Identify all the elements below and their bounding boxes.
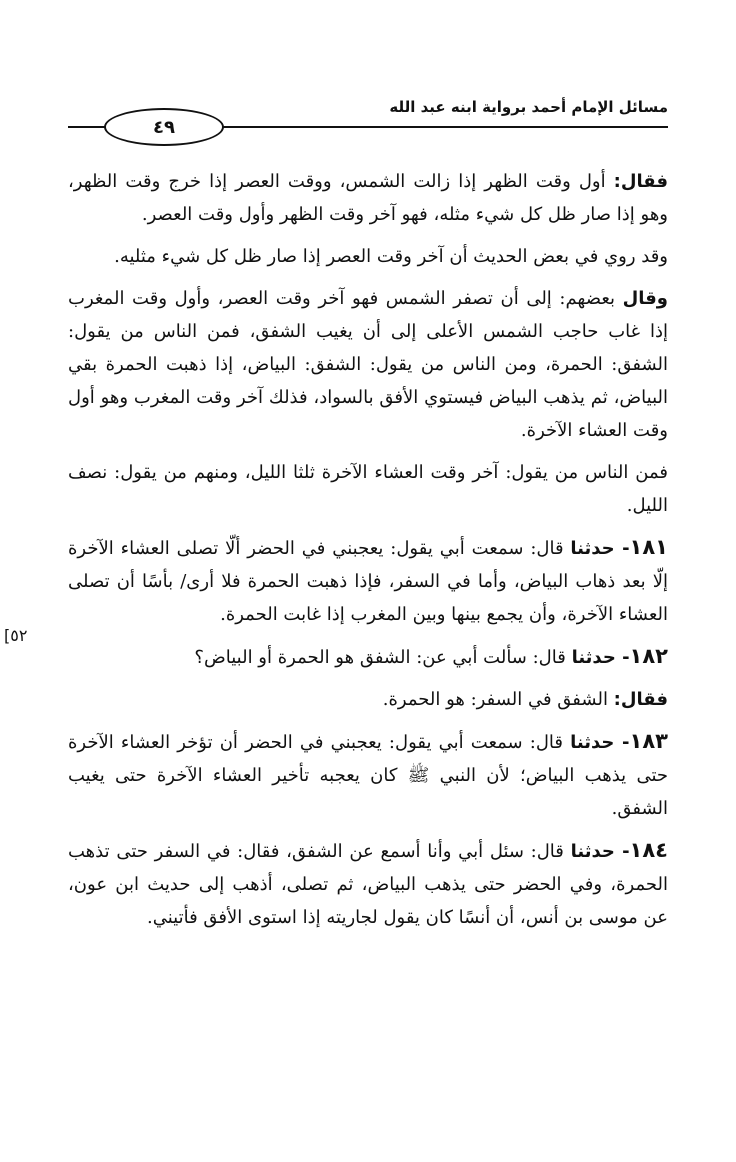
page-number: ٤٩: [104, 108, 224, 146]
hadith-183: [68, 725, 668, 825]
paragraph-text: قال: سمعت أبي يقول: يعجبني في الحضر أن تؤخر العشاء الآخرة حتى يذهب البياض؛ لأن النبي ﷺ كان يعجبه تأخير العشاء الآخرة حتى يغيب الشفق.: [68, 732, 668, 819]
paragraph-answer: [68, 683, 668, 716]
margin-note: ٥٢]: [4, 626, 28, 645]
paragraph-2: [68, 240, 668, 273]
hadith-182: [68, 640, 668, 674]
paragraph-text: قال: سألت أبي عن: الشفق هو الحمرة أو البياض؟: [194, 647, 572, 668]
paragraph-text: بعضهم: إلى أن تصفر الشمس فهو آخر وقت العصر، وأول وقت المغرب إذا غاب حاجب الشمس الأعلى إلى أن يغيب الشفق، فمن الناس من يقول: الشفق: الحمرة، ومن الناس من يقول: الشفق: البياض، إذا ذهبت الحمرة بقي البياض، ثم يذهب البياض فيستوي الأفق بالسواد، فذلك آخر وقت المغرب وهو أول وقت العشاء الآخرة.: [68, 288, 668, 441]
paragraph-lead: - حدثنا: [570, 841, 630, 862]
paragraph-3: [68, 282, 668, 447]
paragraph-lead: فقال:: [613, 689, 668, 710]
hadith-number: ١٨٣: [629, 729, 668, 753]
paragraph-text: فمن الناس من يقول: آخر وقت العشاء الآخرة ثلثا الليل، ومنهم من يقول: نصف الليل.: [68, 462, 668, 516]
paragraph-lead: - حدثنا: [570, 732, 630, 753]
paragraph-lead: وقال: [622, 288, 668, 309]
paragraph-text: الشفق في السفر: هو الحمرة.: [382, 689, 614, 710]
hadith-number: ١٨٢: [629, 644, 668, 668]
body-text: [68, 165, 668, 943]
paragraph-lead: فقال:: [613, 171, 668, 192]
paragraph-text: وقد روي في بعض الحديث أن آخر وقت العصر إذا صار ظل كل شيء مثليه.: [114, 246, 668, 267]
paragraph-lead: - حدثنا: [570, 538, 630, 559]
hadith-184: [68, 834, 668, 934]
hadith-181: [68, 531, 668, 631]
paragraph-1: [68, 165, 668, 231]
paragraph-text: أول وقت الظهر إذا زالت الشمس، ووقت العصر إذا خرج وقت الظهر، وهو إذا صار ظل كل شيء مثله، فهو آخر وقت الظهر وأول وقت العصر.: [68, 171, 668, 225]
paragraph-text: قال: سمعت أبي يقول: يعجبني في الحضر ألّا تصلى العشاء الآخرة إلّا بعد ذهاب البياض، وأما في السفر، فإذا ذهبت الحمرة فلا أرى/ بأسًا أن تصلى العشاء الآخرة، وأن يجمع بينها وبين المغرب إذا غابت الحمرة.: [68, 538, 668, 625]
paragraph-text: قال: سئل أبي وأنا أسمع عن الشفق، فقال: في السفر حتى تذهب الحمرة، وفي الحضر حتى يذهب البياض، ثم تصلى، أذهب إلى حديث ابن عون، عن موسى بن أنس، أن أنسًا كان يقول لجاريته إذا استوى الأفق فأتيني.: [68, 841, 668, 928]
hadith-number: ١٨٤: [629, 838, 668, 862]
hadith-number: ١٨١: [629, 535, 668, 559]
page-header: [68, 96, 668, 138]
running-title: مسائل الإمام أحمد برواية ابنه عبد الله: [389, 98, 668, 116]
paragraph-lead: - حدثنا: [571, 647, 630, 668]
paragraph-4: [68, 456, 668, 522]
